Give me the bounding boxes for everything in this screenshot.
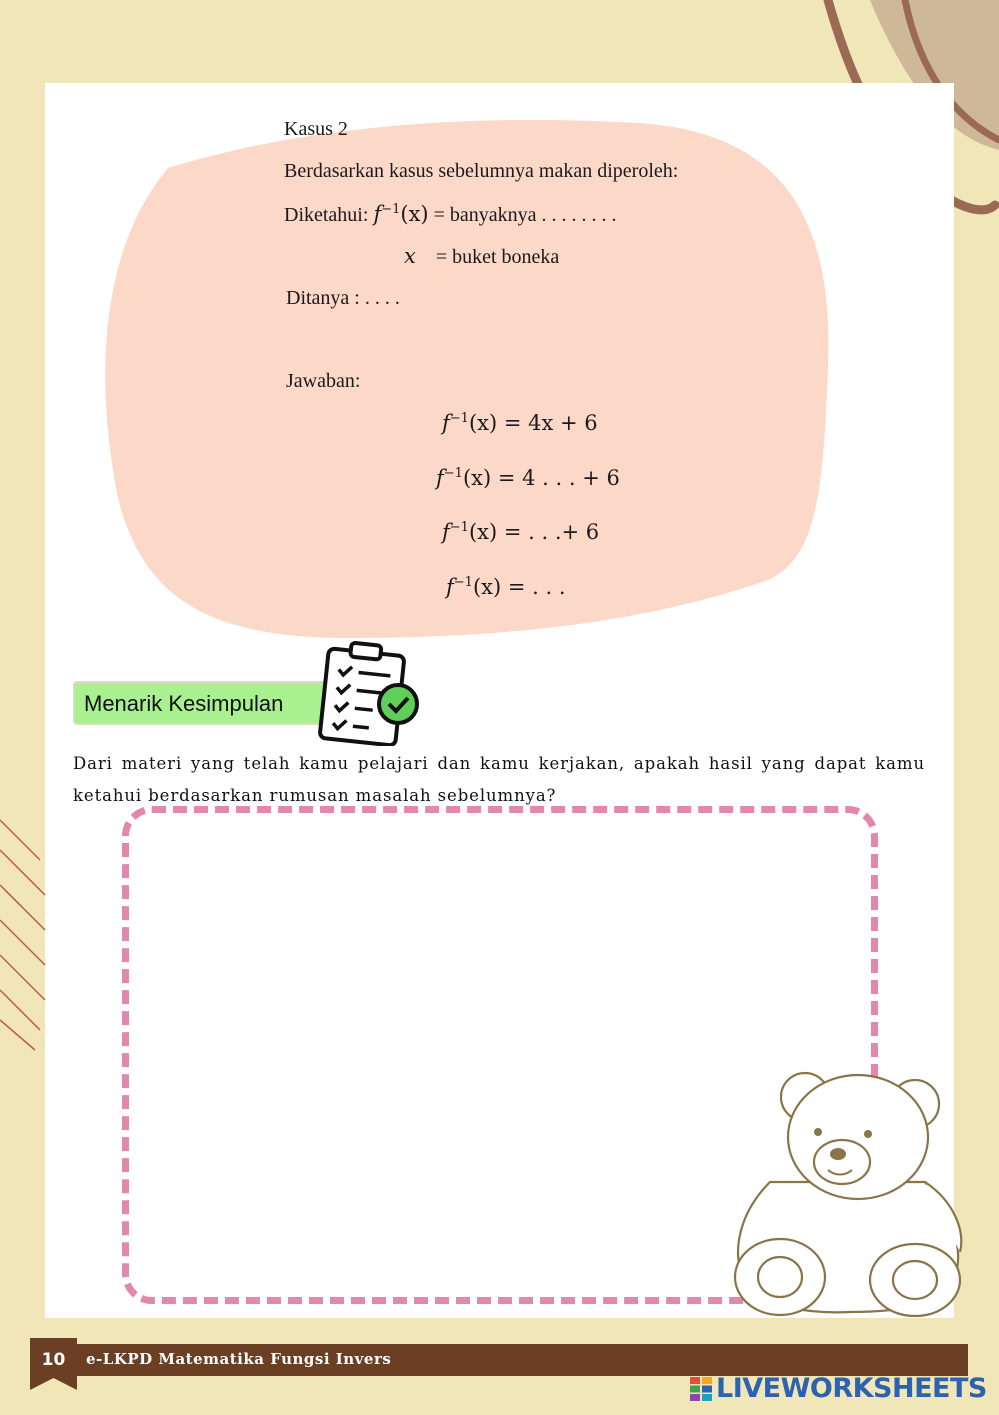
known-label: Diketahui: — [284, 204, 369, 226]
known-func: f — [373, 202, 382, 226]
clipboard-check-icon — [314, 638, 422, 746]
equation-line: $f^{-1}(x)$ = . . . — [446, 575, 566, 599]
answer-label: Jawaban: — [286, 370, 361, 392]
asked-line: Ditanya : . . . . — [286, 287, 400, 309]
reflection-question: Dari materi yang telah kamu pelajari dan kamu kerjakan, apakah hasil yang dapat kamu ketahui berdasarkan rumusan masalah sebelumnya? — [73, 754, 925, 805]
teddy-bear-illustration — [720, 1062, 975, 1320]
known-rhs: = banyaknya . . . . . . . . — [433, 204, 617, 226]
equation-line: $f^{-1}(x)$ = . . .+ 6 — [442, 520, 600, 544]
equation-line: $f^{-1}(x) = 4x + 6$ — [442, 411, 598, 435]
known-variable-line — [404, 244, 559, 269]
known-function-line — [284, 202, 617, 227]
known-exponent: −1 — [381, 202, 401, 217]
section-tag — [73, 681, 333, 725]
liveworksheets-brand: LIVEWORKSHEETS — [716, 1373, 987, 1404]
liveworksheets-logo-icon — [690, 1377, 712, 1401]
known-var-rhs: = buket boneka — [435, 246, 560, 268]
case-title: Kasus 2 — [284, 118, 348, 140]
equation-line: $f^{-1}(x) = 4$ . . . + 6 — [436, 466, 620, 490]
section-tag-label: Menarik Kesimpulan — [84, 691, 284, 716]
case-background-blob — [98, 118, 838, 643]
footer-title: e-LKPD Matematika Fungsi Invers — [86, 1350, 392, 1368]
page-number: 10 — [41, 1350, 66, 1370]
known-var: x — [404, 244, 416, 268]
case-intro: Berdasarkan kasus sebelumnya makan diperoleh: — [284, 160, 679, 182]
known-arg: (x) — [400, 202, 429, 226]
